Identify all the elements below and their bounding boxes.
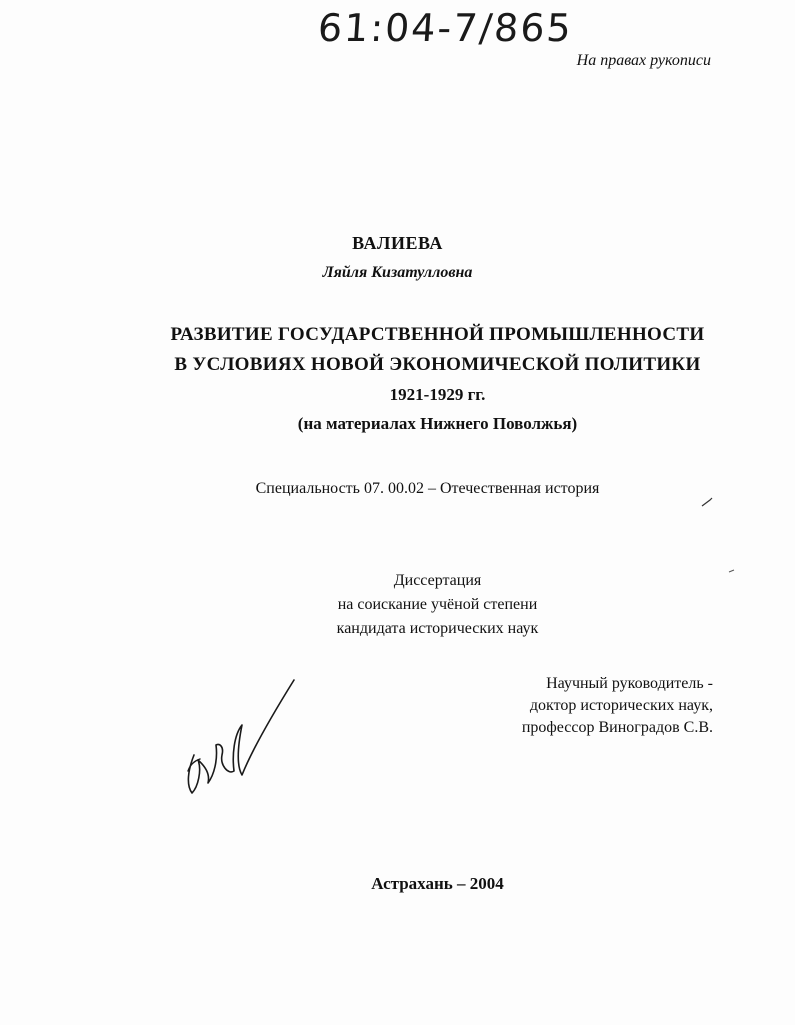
- author-given-names: Ляйля Кизатулловна: [322, 264, 473, 281]
- city-and-year: Астрахань – 2004: [371, 874, 504, 893]
- title-years: 1921-1929 гг.: [389, 385, 486, 404]
- ink-mark-icon: [700, 496, 714, 508]
- supervisor-line-2: доктор исторических наук,: [529, 697, 713, 714]
- specialty: Специальность 07. 00.02 – Отечественная история: [255, 480, 600, 497]
- handwritten-archive-number: 61:04-7/865: [316, 6, 575, 50]
- supervisor-line-1: Научный руководитель -: [546, 675, 713, 692]
- handwritten-signature-icon: [180, 675, 310, 805]
- dissertation-line-3: кандидата исторических наук: [336, 620, 539, 637]
- ink-dot-icon: [728, 568, 736, 574]
- title-line-2: В УСЛОВИЯХ НОВОЙ ЭКОНОМИЧЕСКОЙ ПОЛИТИКИ: [174, 354, 701, 375]
- author-surname: ВАЛИЕВА: [352, 233, 443, 253]
- dissertation-line-1: Диссертация: [393, 572, 482, 589]
- title-region: (на материалах Нижнего Поволжья): [297, 414, 578, 433]
- supervisor-line-3: профессор Виноградов С.В.: [521, 719, 713, 736]
- title-line-1: РАЗВИТИЕ ГОСУДАРСТВЕННОЙ ПРОМЫШЛЕННОСТИ: [170, 324, 705, 345]
- supervisor-block: [522, 673, 713, 739]
- dissertation-line-2: на соискание учёной степени: [337, 596, 538, 613]
- rights-note: На правах рукописи: [576, 52, 711, 69]
